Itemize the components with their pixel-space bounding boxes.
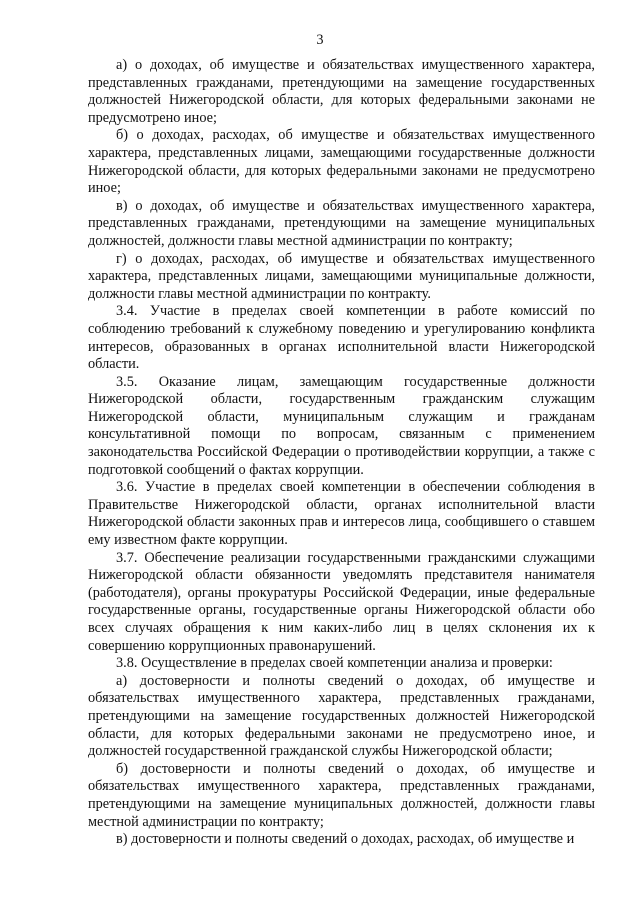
- paragraph-3-7: 3.7. Обеспечение реализации государственными гражданскими служащими Нижегородской области обязанности уведомлять представителя нанимателя (работодателя), органы прокуратуры Российской Федерации, иные федеральные государственные органы, государственные органы Нижегородской области обо всех случаях обращения к ним каких-либо лиц в целях склонения их к совершению коррупционных правонарушений.: [88, 549, 595, 654]
- page-number: 3: [316, 32, 324, 48]
- paragraph-3-6: 3.6. Участие в пределах своей компетенции в обеспечении соблюдения в Правительстве Нижегородской области, органах исполнительной власти Нижегородской области законных прав и интересов лица, сообщившего о ставшем ему известном факте коррупции.: [88, 479, 595, 549]
- paragraph-3-3-b: б) о доходах, расходах, об имуществе и обязательствах имущественного характера, представленных лицами, замещающими государственные должности Нижегородской области, для которых федеральными законами не предусмотрено иное;: [88, 127, 595, 197]
- paragraph-3-8-a: а) достоверности и полноты сведений о доходах, об имуществе и обязательствах имущественного характера, представленных гражданами, претендующими на замещение государственных должностей Нижегородской области, для которых федеральными законами не предусмотрено иное, и должностей государственной гражданской службы Нижегородской области;: [88, 672, 595, 760]
- paragraph-3-4: 3.4. Участие в пределах своей компетенции в работе комиссий по соблюдению требований к служебному поведению и урегулированию конфликта интересов, образованных в органах исполнительной власти Нижегородской области.: [88, 303, 595, 373]
- paragraph-3-3-a: а) о доходах, об имуществе и обязательствах имущественного характера, представленных гражданами, претендующими на замещение государственных должностей Нижегородской области, для которых федеральными законами не предусмотрено иное;: [88, 57, 595, 126]
- paragraph-3-8-b: б) достоверности и полноты сведений о доходах, об имуществе и обязательствах имущественного характера, представленных гражданами, претендующими на замещение муниципальных должностей, должности главы местной администрации по контракту;: [88, 760, 595, 830]
- paragraph-3-3-g: г) о доходах, расходах, об имуществе и обязательствах имущественного характера, представленных лицами, замещающими муниципальные должности, должности главы местной администрации по контракту.: [88, 250, 595, 302]
- document-body: [88, 57, 595, 849]
- paragraph-3-5: 3.5. Оказание лицам, замещающим государственные должности Нижегородской области, государственным гражданским служащим Нижегородской области, муниципальным служащим и гражданам консультативной помощи по вопросам, связанным с применением законодательства Российской Федерации о противодействии коррупции, а также с подготовкой сообщений о фактах коррупции.: [88, 373, 595, 478]
- paragraph-3-3-v: в) о доходах, об имуществе и обязательствах имущественного характера, представленных гражданами, претендующими на замещение муниципальных должностей, должности главы местной администрации по контракту;: [88, 197, 595, 249]
- paragraph-3-8: 3.8. Осуществление в пределах своей компетенции анализа и проверки:: [116, 655, 553, 672]
- paragraph-3-8-v: в) достоверности и полноты сведений о доходах, расходах, об имуществе и: [116, 831, 575, 848]
